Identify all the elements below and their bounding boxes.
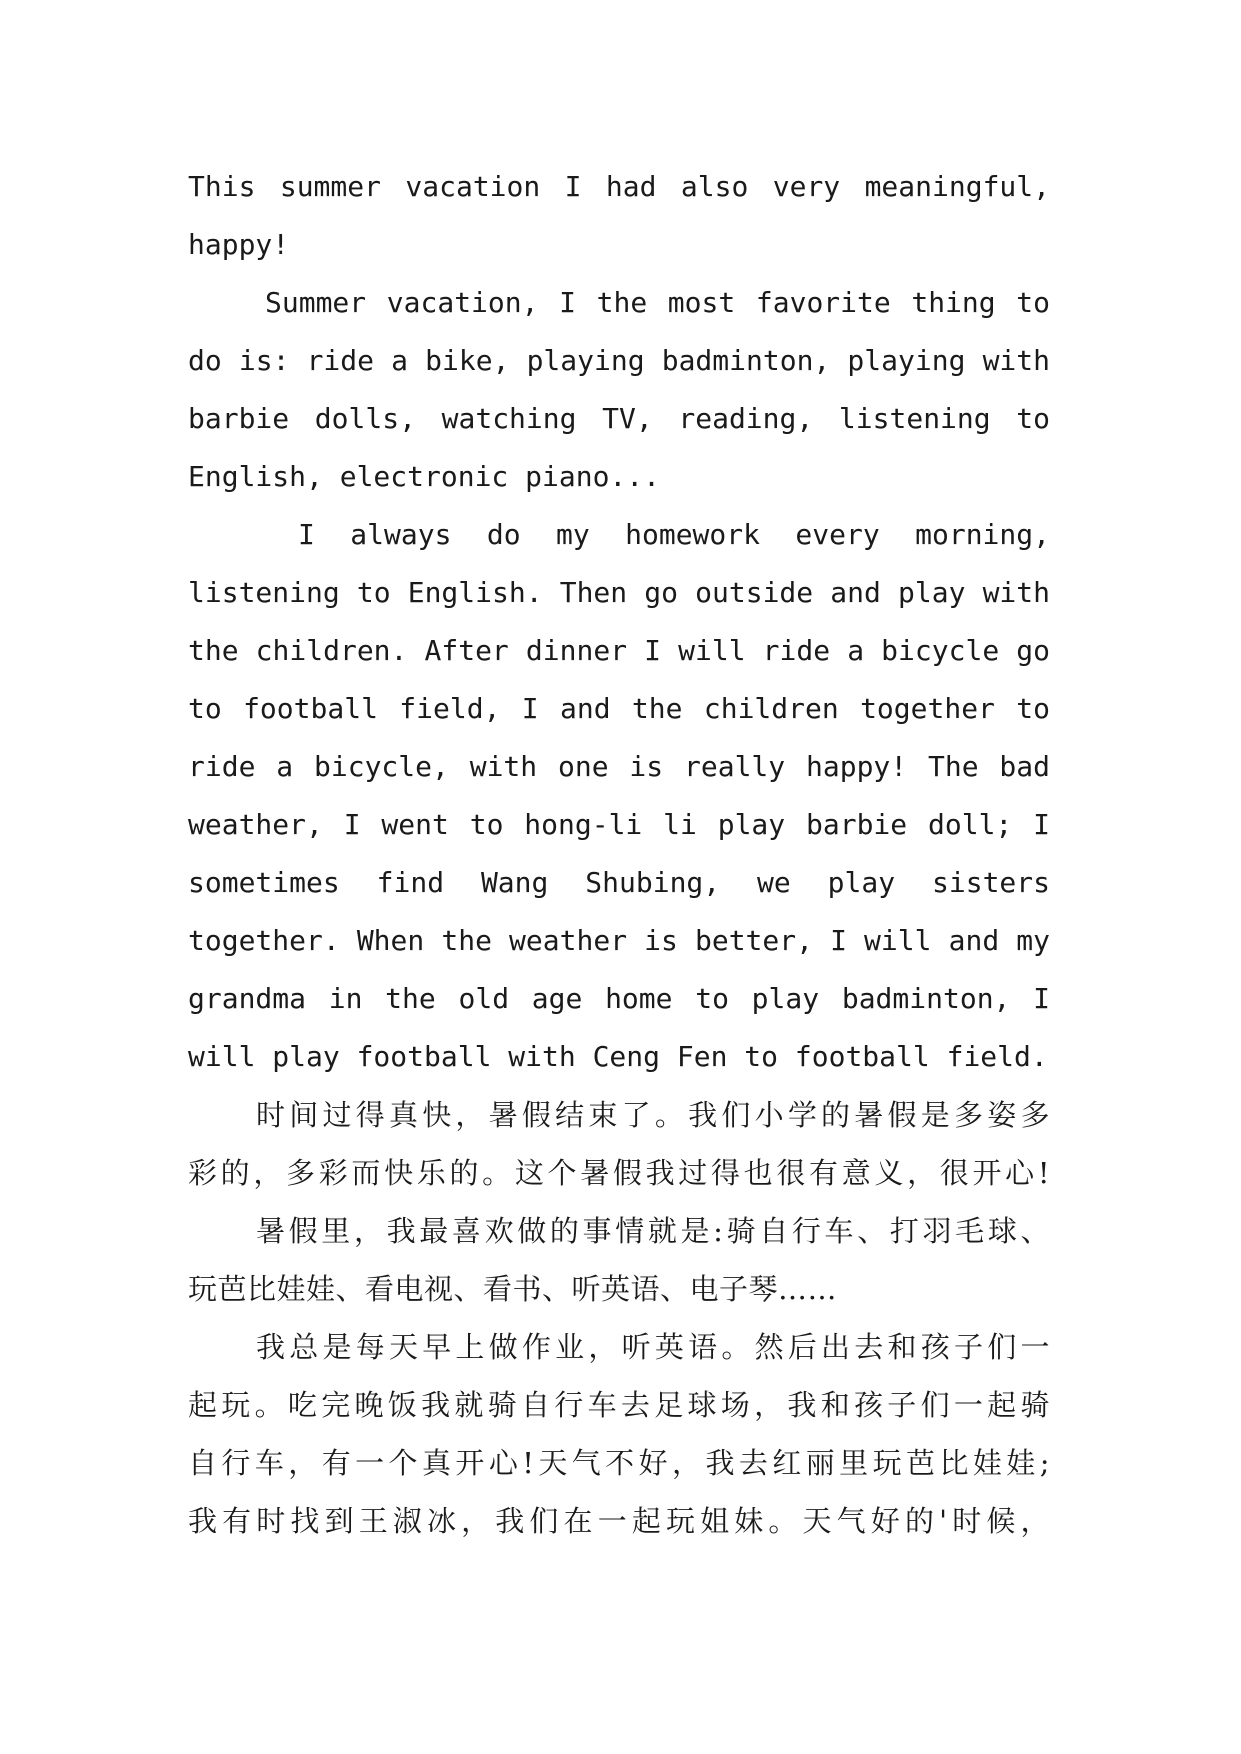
text-line: Summer vacation, I the most favorite thing to: [265, 286, 1050, 319]
text-line: 我总是每天早上做作业，听英语。然后出去和孩子们一: [256, 1330, 1050, 1364]
text-line: together. When the weather is better, I will and my: [188, 924, 1050, 957]
text-line: grandma in the old age home to play badminton, I: [188, 982, 1050, 1015]
text-line: listening to English. Then go outside and play with: [188, 576, 1050, 609]
text-line: I always do my homework every morning,: [298, 518, 1050, 551]
text-line: This summer vacation I had also very meaningful,: [188, 170, 1050, 203]
text-line: ride a bicycle, with one is really happy! The bad: [188, 750, 1050, 783]
text-line: barbie dolls, watching TV, reading, listening to: [188, 402, 1050, 435]
document-body: [188, 158, 1050, 1550]
text-line: do is: ride a bike, playing badminton, playing with: [188, 344, 1050, 377]
text-line: 时间过得真快，暑假结束了。我们小学的暑假是多姿多: [256, 1098, 1050, 1132]
text-line: sometimes find Wang Shubing, we play sisters: [188, 866, 1050, 899]
text-line: will play football with Ceng Fen to football field.: [188, 1040, 1048, 1073]
text-line: happy!: [188, 228, 290, 261]
text-line: to football field, I and the children together to: [188, 692, 1050, 725]
text-line: English, electronic piano...: [188, 460, 661, 493]
text-line: 暑假里，我最喜欢做的事情就是:骑自行车、打羽毛球、: [256, 1214, 1050, 1248]
text-line: the children. After dinner I will ride a bicycle go: [188, 634, 1050, 667]
text-line: 起玩。吃完晚饭我就骑自行车去足球场，我和孩子们一起骑: [188, 1388, 1050, 1422]
text-line: 自行车，有一个真开心!天气不好，我去红丽里玩芭比娃娃;: [188, 1446, 1050, 1480]
text-line: weather, I went to hong-li li play barbie doll; I: [188, 808, 1050, 841]
text-line: 彩的，多彩而快乐的。这个暑假我过得也很有意义，很开心!: [188, 1156, 1050, 1190]
text-line: 我有时找到王淑冰，我们在一起玩姐妹。天气好的'时候，: [188, 1504, 1050, 1538]
text-line: 玩芭比娃娃、看电视、看书、听英语、电子琴……: [188, 1272, 838, 1306]
